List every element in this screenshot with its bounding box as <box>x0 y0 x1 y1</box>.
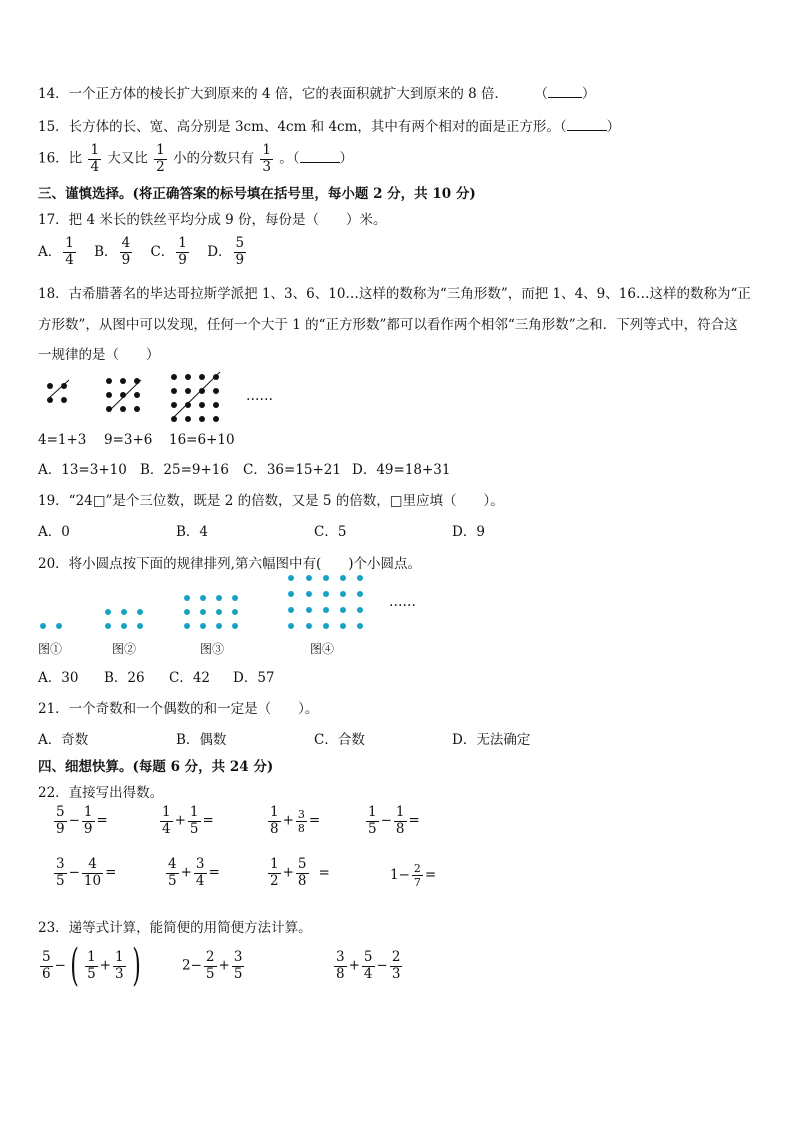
fraction: $\frac{1}{4}$ <box>90 142 100 175</box>
question-23-text: 23．递等式计算，能简便的用简便方法计算。 <box>38 920 312 936</box>
question-16-text: 。（ <box>279 150 300 167</box>
question-22-text: 22．直接写出得数。 <box>38 785 164 801</box>
expression: $\frac{1}{4}$ + $\frac{1}{5}$ = <box>162 804 214 837</box>
question-15-text: 15．长方体的长、宽、高分别是 3cm、4cm 和 4cm，其中有两个相对的面是正方形。（ <box>38 119 567 135</box>
question-18-line-3: 一规律的是（ ） <box>38 347 160 363</box>
ellipsis: …… <box>246 388 273 404</box>
answer-blank[interactable] <box>548 85 582 98</box>
question-18-line-1: 18．古希腊著名的毕达哥拉斯学派把 1、3、6、10…这样的数称为“三角形数”，而把 1、4、9、16…这样的数称为“正 <box>38 286 751 302</box>
dividing-lines <box>0 0 260 440</box>
option-b[interactable]: B． $\frac{4}{9}$ <box>94 235 131 268</box>
expression: $\frac{5}{9}$ − $\frac{1}{9}$ = <box>56 804 108 837</box>
figure-label: 图④ <box>310 642 335 656</box>
question-17-text: 17．把 4 米长的铁丝平均分成 9 份，每份是（ ）米。 <box>38 212 387 228</box>
option-c[interactable]: C．合数 <box>314 732 365 748</box>
answer-blank[interactable] <box>300 150 340 163</box>
option-c[interactable]: C． $\frac{1}{9}$ <box>150 235 187 268</box>
option-b[interactable]: B．26 <box>104 670 145 686</box>
expression: $\frac{5}{6}$ −( $\frac{1}{5}$ + $\frac{1}{3}$ ) <box>42 940 141 991</box>
figure-label: 16=6+10 <box>169 432 235 448</box>
figure-label: 图② <box>112 642 137 656</box>
expression: $\frac{3}{5}$ − $\frac{4}{10}$ = <box>56 856 117 889</box>
option-d[interactable]: D．无法确定 <box>452 732 531 748</box>
question-20-text: 20．将小圆点按下面的规律排列,第六幅图中有( )个小圆点。 <box>38 556 422 572</box>
expression: 2− $\frac{2}{5}$ + $\frac{3}{5}$ <box>182 949 243 982</box>
option-c[interactable]: C．36=15+21 <box>243 462 341 478</box>
question-14-text: 14．一个正方体的棱长扩大到原来的 4 倍，它的表面积就扩大到原来的 8 倍． <box>38 86 509 102</box>
fraction: $\frac{1}{3}$ <box>262 142 271 175</box>
section-4-heading: 四、细想快算。(每题 6 分，共 24 分) <box>38 759 274 775</box>
expression: $\frac{3}{8}$ + $\frac{5}{4}$ − $\frac{2}{3}$ <box>336 949 401 982</box>
option-d[interactable]: D．57 <box>233 670 275 686</box>
option-d[interactable]: D． $\frac{5}{9}$ <box>207 235 245 268</box>
figure-label: 图① <box>38 642 63 656</box>
option-c[interactable]: C．42 <box>169 670 211 686</box>
option-a[interactable]: A．13=3+10 <box>38 462 127 478</box>
answer-blank[interactable] <box>567 118 607 131</box>
option-b[interactable]: B．25=9+16 <box>140 462 229 478</box>
option-b[interactable]: B．偶数 <box>176 732 227 748</box>
option-b[interactable]: B．4 <box>176 524 209 540</box>
option-a[interactable]: A．0 <box>38 524 70 540</box>
figure-label: 4=1+3 <box>38 432 87 448</box>
expression: $\frac{1}{2}$ + $\frac{5}{8}$ = <box>270 856 330 889</box>
expression: $\frac{1}{8}$ + $\frac{3}{8}$ = <box>270 804 321 837</box>
question-16-text: 大又比 <box>107 150 148 167</box>
question-19-text: 19．“24□”是个三位数，既是 2 的倍数，又是 5 的倍数，□里应填（ ）。 <box>38 493 504 509</box>
option-a[interactable]: A．奇数 <box>38 732 89 748</box>
question-16-text: 16．比 <box>38 150 83 167</box>
question-21-text: 21．一个奇数和一个偶数的和一定是（ ）。 <box>38 701 319 717</box>
question-16-text: 小的分数只有 <box>173 150 255 167</box>
question-18-line-2: 方形数”，从图中可以发现，任何一个大于 1 的“正方形数”都可以看作两个相邻“三角形数”之和．下列等式中，符合这 <box>38 317 738 333</box>
expression: $\frac{1}{5}$ − $\frac{1}{8}$ = <box>368 804 420 837</box>
figure-label: 图③ <box>200 642 225 656</box>
expression: 1− $\frac{2}{7}$ = <box>390 862 437 889</box>
fraction: $\frac{1}{2}$ <box>156 142 165 175</box>
option-d[interactable]: D．49=18+31 <box>352 462 451 478</box>
option-a[interactable]: A． $\frac{1}{4}$ <box>38 235 74 268</box>
option-c[interactable]: C．5 <box>314 524 347 540</box>
answer-paren-close: ） <box>606 119 621 135</box>
option-d[interactable]: D．9 <box>452 524 485 540</box>
answer-paren-open: （ <box>534 86 548 102</box>
figure-label: 9=3+6 <box>104 432 153 448</box>
expression: $\frac{4}{5}$ + $\frac{3}{4}$ = <box>168 856 220 889</box>
answer-paren-close: ） <box>581 86 596 102</box>
question-16-text: ） <box>339 150 353 167</box>
ellipsis: …… <box>389 594 416 610</box>
section-3-heading: 三、谨慎选择。(将正确答案的标号填在括号里，每小题 2 分，共 10 分) <box>38 186 476 202</box>
option-a[interactable]: A．30 <box>38 670 79 686</box>
